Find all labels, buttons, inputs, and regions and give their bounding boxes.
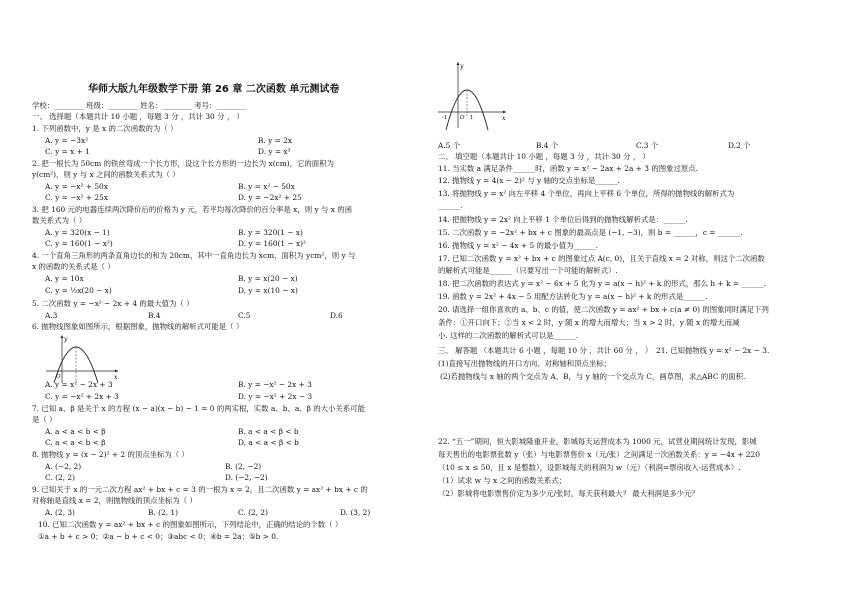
q8-option-a: A. (−2, 2)	[45, 462, 82, 471]
q3-option-d: D. y = 160(1 − x)²	[238, 239, 307, 248]
q10-minus-one-label: -1	[442, 115, 448, 121]
q2-option-a: A. y = −x² + 50x	[45, 182, 108, 191]
q10-parabola-graph	[436, 60, 508, 132]
q3-option-c: C. y = 160(1 − x²)	[45, 239, 113, 248]
question-17-line-1: 17. 已知二次函数 y = x² + bx + c 的图象过点 A(c, 0)，且关于直线 x = 2 对称，则这个二次函数	[438, 254, 765, 263]
q9-option-b: B. (2, 1)	[148, 508, 178, 517]
question-4-line-2: x 的函数的关系式是（ ）	[32, 262, 115, 271]
question-22-line-1: 22. “五一”期间，恒大影城隆重开业，影城每天运营成本为 1000 元，试营业期间统计发现，影城	[438, 437, 757, 446]
question-6: 6. 抛物线图象如图所示，根据图象，抛物线的解析式可能是（ ）	[32, 322, 244, 331]
question-22-line-3: （10 ≤ x ≤ 50，且 x 是整数），设影城每天的利润为 w（元）（利润=票房收入-运营成本）.	[438, 463, 741, 472]
q3-option-b: B. y = 320(1 − x)	[238, 228, 303, 237]
section-1-heading: 一、 选择题（本题共计 10 小题 ，每题 3 分 ，共计 30 分 ， ）	[32, 112, 244, 121]
q5-option-d: D.6	[330, 311, 343, 320]
q6-option-b: B. y = −x² − 2x + 3	[238, 380, 312, 389]
q6-origin-label: O	[56, 374, 61, 380]
q6-x-arrow	[115, 370, 118, 373]
question-8: 8. 抛物线 y = (x − 2)² + 2 的顶点坐标为（ ）	[32, 450, 189, 459]
question-2-line-2: y(cm²)，则 y 与 x 之间的函数关系式为（ ）	[32, 170, 180, 179]
question-11: 11. 当实数 a 满足条件______时，函数 y = x² − 2ax + 2a + 3 的图象过原点.	[438, 164, 699, 173]
question-21-part-1: (1)直接写出抛物线的开口方向、对称轴和顶点坐标；	[438, 359, 612, 368]
q9-option-d: D. (3, 2)	[340, 508, 371, 517]
question-7-line-2: 是（ ）	[32, 415, 57, 424]
q8-option-d: D. (−2, −2)	[225, 473, 268, 482]
q7-option-c: C. a < a < b < β	[45, 438, 106, 447]
q4-option-c: C. y = ½x(20 − x)	[45, 286, 112, 295]
question-4-line-1: 4. 一个直角三角形的两条直角边长的和为 20cm，其中一直角边长为 xcm，面积为 ycm²，则 y 与	[32, 251, 356, 260]
q8-option-b: B. (2, −2)	[225, 462, 262, 471]
q6-option-c: C. y = −x² + 2x + 3	[45, 392, 119, 401]
question-21-part-2: (2)若抛物线与 x 轴的两个交点为 A、B，与 y 轴的一个交点为 C，画草图，求△ABC 的面积.	[440, 372, 746, 381]
q10-parabola-curve	[446, 90, 488, 130]
q7-option-b: B. a < a < β < b	[238, 427, 299, 436]
q1-option-b: B. y = 2x	[258, 136, 293, 145]
question-20-line-1: 20. 请选择一组你喜欢的 a、b、c 的值，使二次函数 y = ax² + bx + c(a ≠ 0) 的图象同时满足下列	[438, 305, 769, 314]
q10-option-b: B.4 个	[536, 141, 559, 150]
page-title: 华师大版九年级数学下册 第 26 章 二次函数 单元测试卷	[88, 84, 340, 95]
question-18: 18. 把二次函数的表达式 y = x² − 6x + 5 化为 y = a(x − h)² + k 的形式，那么 h + k = ______.	[438, 279, 766, 288]
q9-option-a: A. (2, 3)	[45, 508, 75, 517]
student-info-line: 学校：________ 班级：________ 姓名：________ 考号：________	[32, 101, 246, 110]
q10-y-label: y	[460, 63, 464, 70]
question-15: 15. 二次函数 y = −2x² + bx + c 图象的最高点是 (−1, −3)，则 b = ______，c = ______.	[438, 228, 743, 237]
question-2-line-1: 2. 把一根长为 50cm 的铁丝弯成一个长方形，设这个长方形的一边长为 x(cm)，它的面积为	[32, 159, 334, 168]
question-7-line-1: 7. 已知 a、β 是关于 x 的方程 (x − a)(x − b) − 1 = 0 的两实根，实数 a、b、a、β 的大小关系可能	[32, 404, 365, 413]
q7-option-a: A. a < a < b < β	[45, 427, 106, 436]
question-9-line-2: 对称轴是直线 x = 2，则抛物线的顶点坐标为（ ）	[32, 496, 197, 505]
q10-option-d: D.2 个	[728, 141, 751, 150]
q10-option-c: C.3 个	[636, 141, 659, 150]
q10-x-arrow	[503, 111, 506, 114]
question-3-line-1: 3. 把 160 元的电器连续两次降价后的价格为 y 元，若平均每次降价的百分率是 x，则 y 与 x 的函	[32, 205, 353, 214]
section-3-heading: 三、 解答题 （本题共计 6 小题 ，每题 10 分 ，共计 60 分 ， ） 21. 已知抛物线 y = x² − 2x − 3.	[438, 346, 770, 355]
question-22-line-2: 每天售出的电影票张数 y（张）与电影票售价 x（元/张）之间满足一次函数关系：y = −4x + 220	[438, 450, 760, 459]
q8-option-c: C. (2, 2)	[45, 473, 75, 482]
q1-option-d: D. y = x³	[258, 147, 291, 156]
question-20-line-2: 条件：①开口向下；②当 x < 2 时，y 随 x 的增大而增大；当 x > 2 时，y 随 x 的增大而减	[438, 318, 740, 327]
q6-x-label: x	[114, 374, 118, 381]
q4-option-d: D. y = x(10 − x)	[238, 286, 298, 295]
q6-option-d: D. y = −x² + 2x − 3	[238, 392, 313, 401]
q4-option-b: B. y = x(20 − x)	[238, 274, 298, 283]
section-2-heading: 二、 填空题（本题共计 10 小题 ，每题 3 分 ，共计 30 分 ， ）	[438, 152, 650, 161]
q2-option-c: C. y = −x² + 25x	[45, 193, 108, 202]
q3-option-a: A. y = 320(x − 1)	[45, 228, 110, 237]
question-12: 12. 抛物线 y = 4(x − 2)² 与 y 轴的交点坐标是______.	[438, 176, 620, 185]
question-22-part-1: （1）试求 w 与 x 之间的函数关系式；	[438, 476, 567, 485]
q9-option-c: C. (2, 2)	[238, 508, 268, 517]
q6-option-a: A. y = x² − 2x + 3	[45, 380, 113, 389]
question-5: 5. 二次函数 y = −x² − 2x + 4 的最大值为（ ）	[32, 299, 194, 308]
q6-parabola-graph	[42, 333, 122, 385]
question-3-line-2: 数关系式为（ ）	[32, 216, 87, 225]
question-22-part-2: （2）影城将电影票售价定为多少元/张时，每天获利最大？ 最大利润是多少元？	[438, 489, 699, 498]
question-20-line-3: 小. 这样的二次函数的解析式可以是______.	[438, 331, 579, 340]
q2-option-b: B. y = x² − 50x	[238, 182, 295, 191]
q10-option-a: A.5 个	[438, 141, 461, 150]
q1-option-c: C. y = x + 1	[45, 147, 90, 156]
question-13: 13. 将抛物线 y = x² 向左平移 4 个单位，再向上平移 6 个单位，所得的抛物线的解析式为	[438, 189, 735, 198]
question-14: 14. 把抛物线 y = 2x² 向上平移 1 个单位后得到的抛物线解析式是：______.	[438, 215, 688, 224]
q2-option-d: D. y = −2x² + 25	[238, 193, 302, 202]
question-1: 1. 下列函数中，y 是 x 的二次函数的为（ ）	[32, 124, 178, 133]
q10-one-label: 1	[470, 115, 474, 121]
q5-option-c: C.5	[238, 311, 251, 320]
q4-option-a: A. y = 10x	[45, 274, 84, 283]
q6-y-label: y	[64, 336, 68, 343]
question-19: 19. 函数 y = 2x² + 4x − 5 用配方法转化为 y = a(x − h)² + k 的形式是______.	[438, 292, 708, 301]
q7-option-d: D. a < a < β < b	[238, 438, 299, 447]
q1-option-a: A. y = −3x²	[45, 136, 89, 145]
question-10-line-2: ①a + b + c > 0；②a − b + c < 0；③abc < 0；④b = 2a；⑤b > 0.	[38, 532, 279, 541]
q10-origin-label: O	[460, 115, 465, 121]
q10-x-label: x	[502, 115, 506, 122]
question-10-line-1: 10. 已知二次函数 y = ax² + bx + c 的图象如图所示，下列结论中，正确的结论的个数（ ）	[38, 520, 343, 529]
question-17-line-2: 的解析式可能是______（只要写出一个可能的解析式）.	[438, 266, 618, 275]
question-16: 16. 抛物线 y = x² − 4x + 5 的最小值为______.	[438, 241, 599, 250]
q5-option-a: A.3	[45, 311, 58, 320]
question-13-blank: ______.	[438, 201, 463, 210]
q5-option-b: B.4	[148, 311, 161, 320]
question-9-line-1: 9. 已知关于 x 的一元二次方程 ax² + bx + c = 3 的一根为 x = 2，且二次函数 y = ax² + bx + c 的	[32, 485, 368, 494]
